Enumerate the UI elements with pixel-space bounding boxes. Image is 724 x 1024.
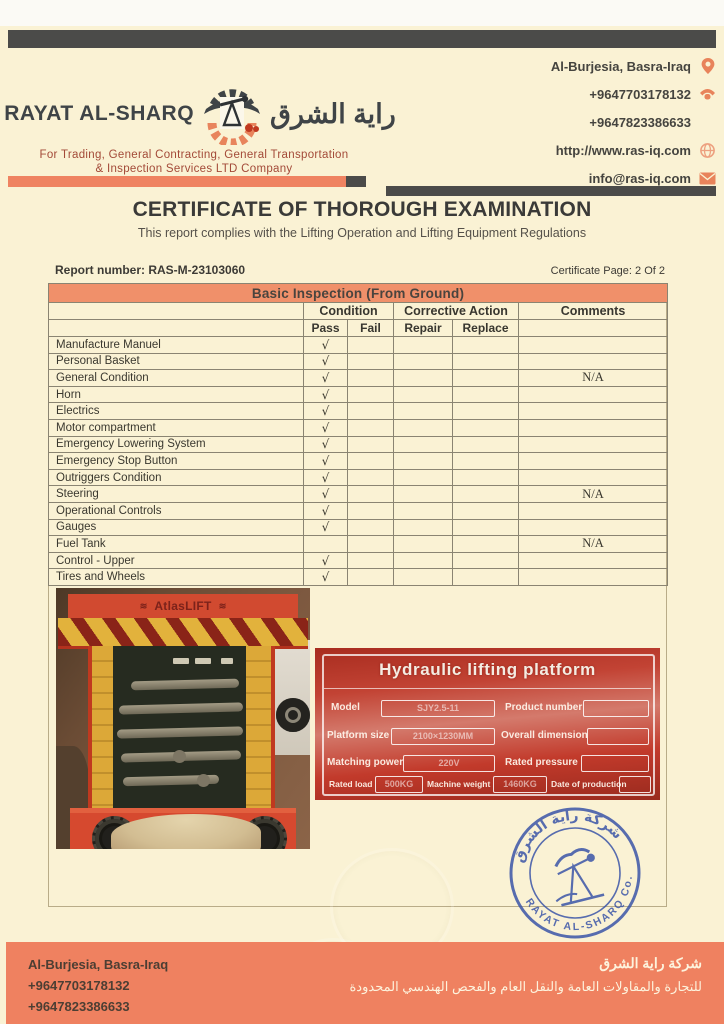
- replace-cell: [453, 486, 519, 503]
- fail-cell: [348, 486, 394, 503]
- replace-cell: [453, 569, 519, 586]
- repair-cell: [394, 502, 453, 519]
- item-cell: Outriggers Condition: [49, 469, 304, 486]
- comments-cell: [519, 337, 668, 354]
- nameplate-title: Hydraulic lifting platform: [379, 660, 596, 679]
- pass-cell: √: [304, 353, 348, 370]
- repair-cell: [394, 519, 453, 536]
- repair-cell: [394, 436, 453, 453]
- scissor-lift-photo: [56, 588, 310, 849]
- machine-weight-label: Machine weight: [427, 779, 491, 789]
- item-cell: Emergency Stop Button: [49, 453, 304, 470]
- table-row: [49, 419, 668, 436]
- pass-cell: √: [304, 337, 348, 354]
- arm-hub: [197, 774, 210, 787]
- contact-address-text: Al-Burjesia, Basra-Iraq: [550, 58, 691, 74]
- table-row: [49, 353, 668, 370]
- item-cell: Motor compartment: [49, 419, 304, 436]
- table-row: [49, 436, 668, 453]
- fail-cell: [348, 419, 394, 436]
- item-cell: Fuel Tank: [49, 536, 304, 553]
- replace-header: Replace: [453, 320, 519, 337]
- replace-cell: [453, 403, 519, 420]
- pass-cell: √: [304, 519, 348, 536]
- footer-contact-block: [28, 954, 168, 1017]
- phone-icon: [699, 86, 716, 103]
- header-orange-bar: [8, 176, 346, 187]
- machine-weight-value: 1460KG: [493, 776, 547, 793]
- replace-cell: [453, 337, 519, 354]
- pumpjack-gear-icon: [200, 79, 264, 150]
- table-row: [49, 569, 668, 586]
- replace-cell: [453, 552, 519, 569]
- company-name-ar: راية الشرق: [270, 98, 396, 129]
- lift-top-rail: [68, 594, 298, 621]
- footer-arabic-block: [350, 952, 703, 998]
- sub-header-empty: [49, 320, 304, 337]
- fail-cell: [348, 552, 394, 569]
- repair-cell: [394, 386, 453, 403]
- comments-cell: N/A: [519, 370, 668, 387]
- fail-cell: [348, 453, 394, 470]
- platform-size-label: Platform size: [327, 730, 390, 741]
- pass-cell: √: [304, 453, 348, 470]
- rated-load-label: Rated load: [329, 779, 373, 789]
- replace-cell: [453, 502, 519, 519]
- fail-cell: [348, 337, 394, 354]
- platform-size-value: 2100×1230MM: [391, 728, 495, 745]
- comments-cell: [519, 469, 668, 486]
- pass-header: Pass: [304, 320, 348, 337]
- header-dark-bar: [8, 30, 716, 48]
- pass-cell: √: [304, 486, 348, 503]
- table-row: [49, 337, 668, 354]
- comments-cell: [519, 552, 668, 569]
- scissor-mechanism-cavity: [113, 646, 246, 814]
- matching-power-value: 220V: [403, 755, 495, 772]
- contact-phone-1-text: +9647703178132: [589, 86, 691, 102]
- table-row: [49, 486, 668, 503]
- pass-cell: √: [304, 403, 348, 420]
- comments-cell: [519, 519, 668, 536]
- icon-spacer: [699, 114, 716, 131]
- scissor-arm: [119, 702, 243, 714]
- flag-mark-right: ≋: [218, 600, 227, 611]
- contact-list: [400, 52, 716, 192]
- table-row: [49, 370, 668, 387]
- stamp-arabic-text: شركة راية الشرق: [511, 807, 626, 865]
- footer-phone-2: +9647823386633: [28, 999, 130, 1014]
- repair-cell: [394, 419, 453, 436]
- fail-cell: [348, 403, 394, 420]
- repair-header: Repair: [394, 320, 453, 337]
- comments-cell: N/A: [519, 536, 668, 553]
- comments-cell: [519, 403, 668, 420]
- item-cell: Control - Upper: [49, 552, 304, 569]
- replace-cell: [453, 436, 519, 453]
- table-row: [49, 519, 668, 536]
- overall-dimension-value: [587, 728, 649, 745]
- item-cell: Manufacture Manuel: [49, 337, 304, 354]
- overall-dimension-label: Overall dimension: [501, 730, 588, 741]
- repair-cell: [394, 569, 453, 586]
- repair-cell: [394, 552, 453, 569]
- item-cell: Operational Controls: [49, 502, 304, 519]
- tagline-line-1: For Trading, General Contracting, General Transportation: [39, 149, 349, 161]
- table-title: Basic Inspection (From Ground): [49, 284, 668, 303]
- item-cell: Steering: [49, 486, 304, 503]
- replace-cell: [453, 386, 519, 403]
- stamp-english-text: RAYAT AL-SHARQ Co.: [522, 874, 636, 934]
- certificate-subtitle: This report complies with the Lifting Operation and Lifting Equipment Regulations: [137, 226, 587, 240]
- table-row: [49, 552, 668, 569]
- company-logo: [4, 78, 396, 150]
- pass-cell: √: [304, 436, 348, 453]
- comments-cell: [519, 453, 668, 470]
- nameplate-title-rule: [324, 688, 651, 689]
- repair-cell: [394, 453, 453, 470]
- vehicle-wheel: [276, 698, 310, 732]
- rated-load-value: 500KG: [375, 776, 423, 793]
- replace-cell: [453, 453, 519, 470]
- repair-cell: [394, 403, 453, 420]
- company-name-en: RAYAT AL-SHARQ: [4, 102, 195, 125]
- repair-cell: [394, 337, 453, 354]
- replace-cell: [453, 370, 519, 387]
- rated-pressure-label: Rated pressure: [505, 757, 578, 768]
- fail-cell: [348, 370, 394, 387]
- pass-cell: [304, 536, 348, 553]
- table-row: [49, 453, 668, 470]
- footer-company-ar: شركة راية الشرق: [599, 955, 702, 971]
- pass-cell: √: [304, 569, 348, 586]
- contact-email-text: info@ras-iq.com: [588, 170, 691, 186]
- scissor-arm: [131, 679, 239, 691]
- condition-header: Condition: [304, 303, 394, 320]
- envelope-icon: [699, 170, 716, 187]
- inspection-table: [48, 283, 668, 586]
- header-orange-bar-tip: [346, 176, 366, 187]
- item-header-empty: [49, 303, 304, 320]
- replace-cell: [453, 469, 519, 486]
- certificate-page-label: Certificate Page: 2 Of 2: [550, 265, 665, 277]
- scissor-arm: [117, 726, 243, 738]
- repair-cell: [394, 536, 453, 553]
- contact-phone-2-text: +9647823386633: [589, 114, 691, 130]
- replace-cell: [453, 536, 519, 553]
- comments-cell: [519, 436, 668, 453]
- nameplate-photo: [315, 648, 660, 800]
- comments-cell: [519, 502, 668, 519]
- comments-cell: [519, 386, 668, 403]
- table-row: [49, 403, 668, 420]
- fail-cell: [348, 519, 394, 536]
- product-number-value: [583, 700, 649, 717]
- pass-cell: √: [304, 370, 348, 387]
- model-label: Model: [331, 702, 360, 713]
- corrective-action-header: Corrective Action: [394, 303, 519, 320]
- repair-cell: [394, 469, 453, 486]
- vent-slot: [195, 658, 211, 664]
- contact-website-text: http://www.ras-iq.com: [555, 142, 691, 158]
- footer-company-ar-desc: للتجارة والمقاولات العامة والنقل العام والفحص الهندسي المحدودة: [349, 979, 702, 994]
- flag-mark-left: ≋: [139, 600, 148, 611]
- vent-slot: [173, 658, 189, 664]
- report-number: Report number: RAS-M-23103060: [55, 263, 246, 277]
- table-row: [49, 386, 668, 403]
- hazard-stripe-band: [58, 618, 308, 649]
- contact-phone-2: [400, 108, 716, 136]
- rated-pressure-value: [581, 755, 649, 772]
- item-cell: Personal Basket: [49, 353, 304, 370]
- replace-cell: [453, 353, 519, 370]
- comments-sub-empty: [519, 320, 668, 337]
- product-number-label: Product number: [505, 702, 583, 713]
- date-of-production-label: Date of production: [551, 779, 627, 789]
- item-cell: Electrics: [49, 403, 304, 420]
- comments-cell: [519, 353, 668, 370]
- comments-cell: N/A: [519, 486, 668, 503]
- company-tagline: [18, 148, 370, 176]
- contact-phone-1: [400, 80, 716, 108]
- lift-brand-label: AtlasLIFT: [154, 599, 212, 613]
- pass-cell: √: [304, 502, 348, 519]
- footer-phone-1: +9647703178132: [28, 978, 130, 993]
- fail-cell: [348, 386, 394, 403]
- contact-address: [400, 52, 716, 80]
- comments-cell: [519, 419, 668, 436]
- vent-slot: [221, 658, 233, 664]
- tagline-line-2: & Inspection Services LTD Company: [95, 163, 293, 175]
- item-cell: Gauges: [49, 519, 304, 536]
- scan-top-margin: [0, 0, 724, 26]
- repair-cell: [394, 353, 453, 370]
- contact-email: [400, 164, 716, 192]
- matching-power-label: Matching power: [327, 757, 404, 768]
- footer-address: Al-Burjesia, Basra-Iraq: [28, 957, 169, 972]
- fail-header: Fail: [348, 320, 394, 337]
- table-row: [49, 536, 668, 553]
- pass-cell: √: [304, 386, 348, 403]
- pass-cell: √: [304, 469, 348, 486]
- item-cell: Emergency Lowering System: [49, 436, 304, 453]
- fail-cell: [348, 436, 394, 453]
- fail-cell: [348, 469, 394, 486]
- pass-cell: √: [304, 419, 348, 436]
- pass-cell: √: [304, 552, 348, 569]
- model-value: SJY2.5-11: [381, 700, 495, 717]
- fail-cell: [348, 502, 394, 519]
- item-cell: General Condition: [49, 370, 304, 387]
- footer-bar: [6, 942, 724, 1024]
- stamp-pumpjack-icon: [546, 847, 605, 907]
- item-cell: Tires and Wheels: [49, 569, 304, 586]
- fail-cell: [348, 569, 394, 586]
- replace-cell: [453, 519, 519, 536]
- repair-cell: [394, 370, 453, 387]
- comments-header: Comments: [519, 303, 668, 320]
- certificate-title: CERTIFICATE OF THOROUGH EXAMINATION: [132, 198, 592, 221]
- comments-cell: [519, 569, 668, 586]
- table-row: [49, 469, 668, 486]
- repair-cell: [394, 486, 453, 503]
- right-mast-post: [246, 646, 275, 823]
- item-cell: Horn: [49, 386, 304, 403]
- arm-hub: [173, 750, 186, 763]
- fail-cell: [348, 353, 394, 370]
- location-pin-icon: [699, 58, 716, 75]
- table-row: [49, 502, 668, 519]
- fail-cell: [348, 536, 394, 553]
- globe-icon: [699, 142, 716, 159]
- contact-website: [400, 136, 716, 164]
- replace-cell: [453, 419, 519, 436]
